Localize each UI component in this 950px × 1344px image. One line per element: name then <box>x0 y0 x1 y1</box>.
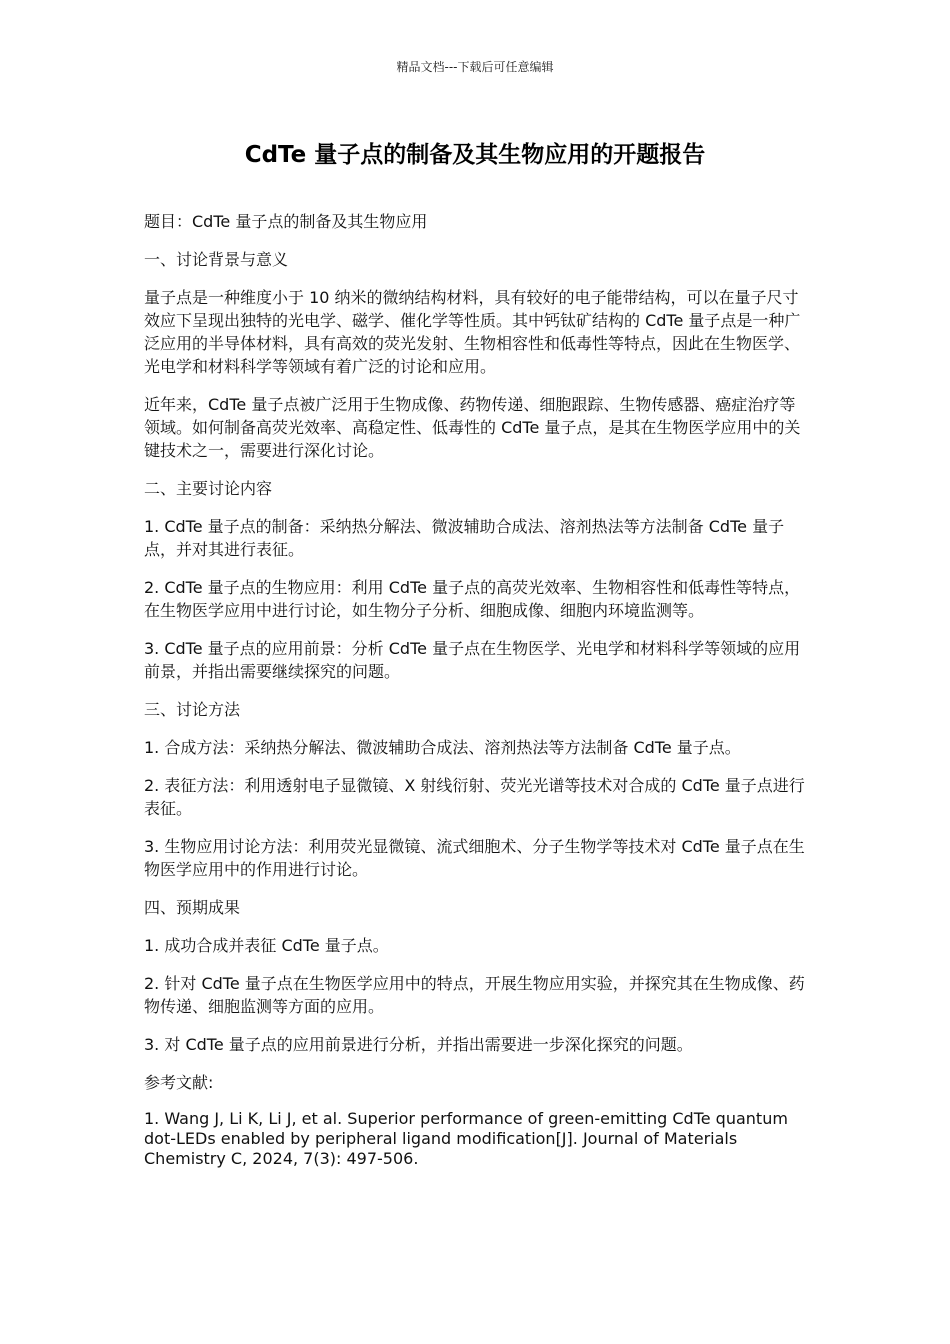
reference-entry: 1. Wang J, Li K, Li J, et al. Superior performance of green-emitting CdTe quantum dot-LEDs enabled by peripheral ligand modification[J]. Journal of Materials Chemistry C, 2024, 7(3): 497-506. <box>144 1109 788 1168</box>
page-header: 精品文档---下载后可任意编辑 <box>396 60 554 74</box>
references-heading: 参考文献: <box>144 1073 214 1092</box>
list-item: 1. CdTe 量子点的制备：采纳热分解法、微波辅助合成法、溶剂热法等方法制备 CdTe 量子点，并对其进行表征。 <box>144 517 785 559</box>
document-body <box>144 210 810 1184</box>
list-item: 1. 成功合成并表征 CdTe 量子点。 <box>144 936 389 955</box>
list-item: 3. 对 CdTe 量子点的应用前景进行分析，并指出需要进一步深化探究的问题。 <box>144 1035 693 1054</box>
document-title: CdTe 量子点的制备及其生物应用的开题报告 <box>244 142 706 168</box>
section-heading: 四、预期成果 <box>144 898 241 917</box>
list-item: 3. CdTe 量子点的应用前景：分析 CdTe 量子点在生物医学、光电学和材料科学等领域的应用前景，并指出需要继续探究的问题。 <box>144 639 801 681</box>
section-heading: 三、讨论方法 <box>144 700 241 719</box>
topic-line: 题目：CdTe 量子点的制备及其生物应用 <box>144 212 428 231</box>
list-item: 3. 生物应用讨论方法：利用荧光显微镜、流式细胞术、分子生物学等技术对 CdTe 量子点在生物医学应用中的作用进行讨论。 <box>144 837 805 879</box>
body-paragraph: 近年来，CdTe 量子点被广泛用于生物成像、药物传递、细胞跟踪、生物传感器、癌症治疗等领域。如何制备高荧光效率、高稳定性、低毒性的 CdTe 量子点，是其在生物医学应用中的关键技术之一，需要进行深化讨论。 <box>144 395 801 460</box>
list-item: 2. CdTe 量子点的生物应用：利用 CdTe 量子点的高荧光效率、生物相容性和低毒性等特点，在生物医学应用中进行讨论，如生物分子分析、细胞成像、细胞内环境监测等。 <box>144 578 801 620</box>
list-item: 2. 针对 CdTe 量子点在生物医学应用中的特点，开展生物应用实验，并探究其在生物成像、药物传递、细胞监测等方面的应用。 <box>144 974 805 1016</box>
list-item: 1. 合成方法：采纳热分解法、微波辅助合成法、溶剂热法等方法制备 CdTe 量子点。 <box>144 738 741 757</box>
section-heading: 一、讨论背景与意义 <box>144 250 289 269</box>
list-item: 2. 表征方法：利用透射电子显微镜、X 射线衍射、荧光光谱等技术对合成的 CdTe 量子点进行表征。 <box>144 776 805 818</box>
body-paragraph: 量子点是一种维度小于 10 纳米的微纳结构材料，具有较好的电子能带结构，可以在量子尺寸效应下呈现出独特的光电学、磁学、催化学等性质。其中钙钛矿结构的 CdTe 量子点是一种广泛应用的半导体材料，具有高效的荧光发射、生物相容性和低毒性等特点，因此在生物医学、光电学和材料科学等领域有着广泛的讨论和应用。 <box>144 288 801 376</box>
section-heading: 二、主要讨论内容 <box>144 479 273 498</box>
